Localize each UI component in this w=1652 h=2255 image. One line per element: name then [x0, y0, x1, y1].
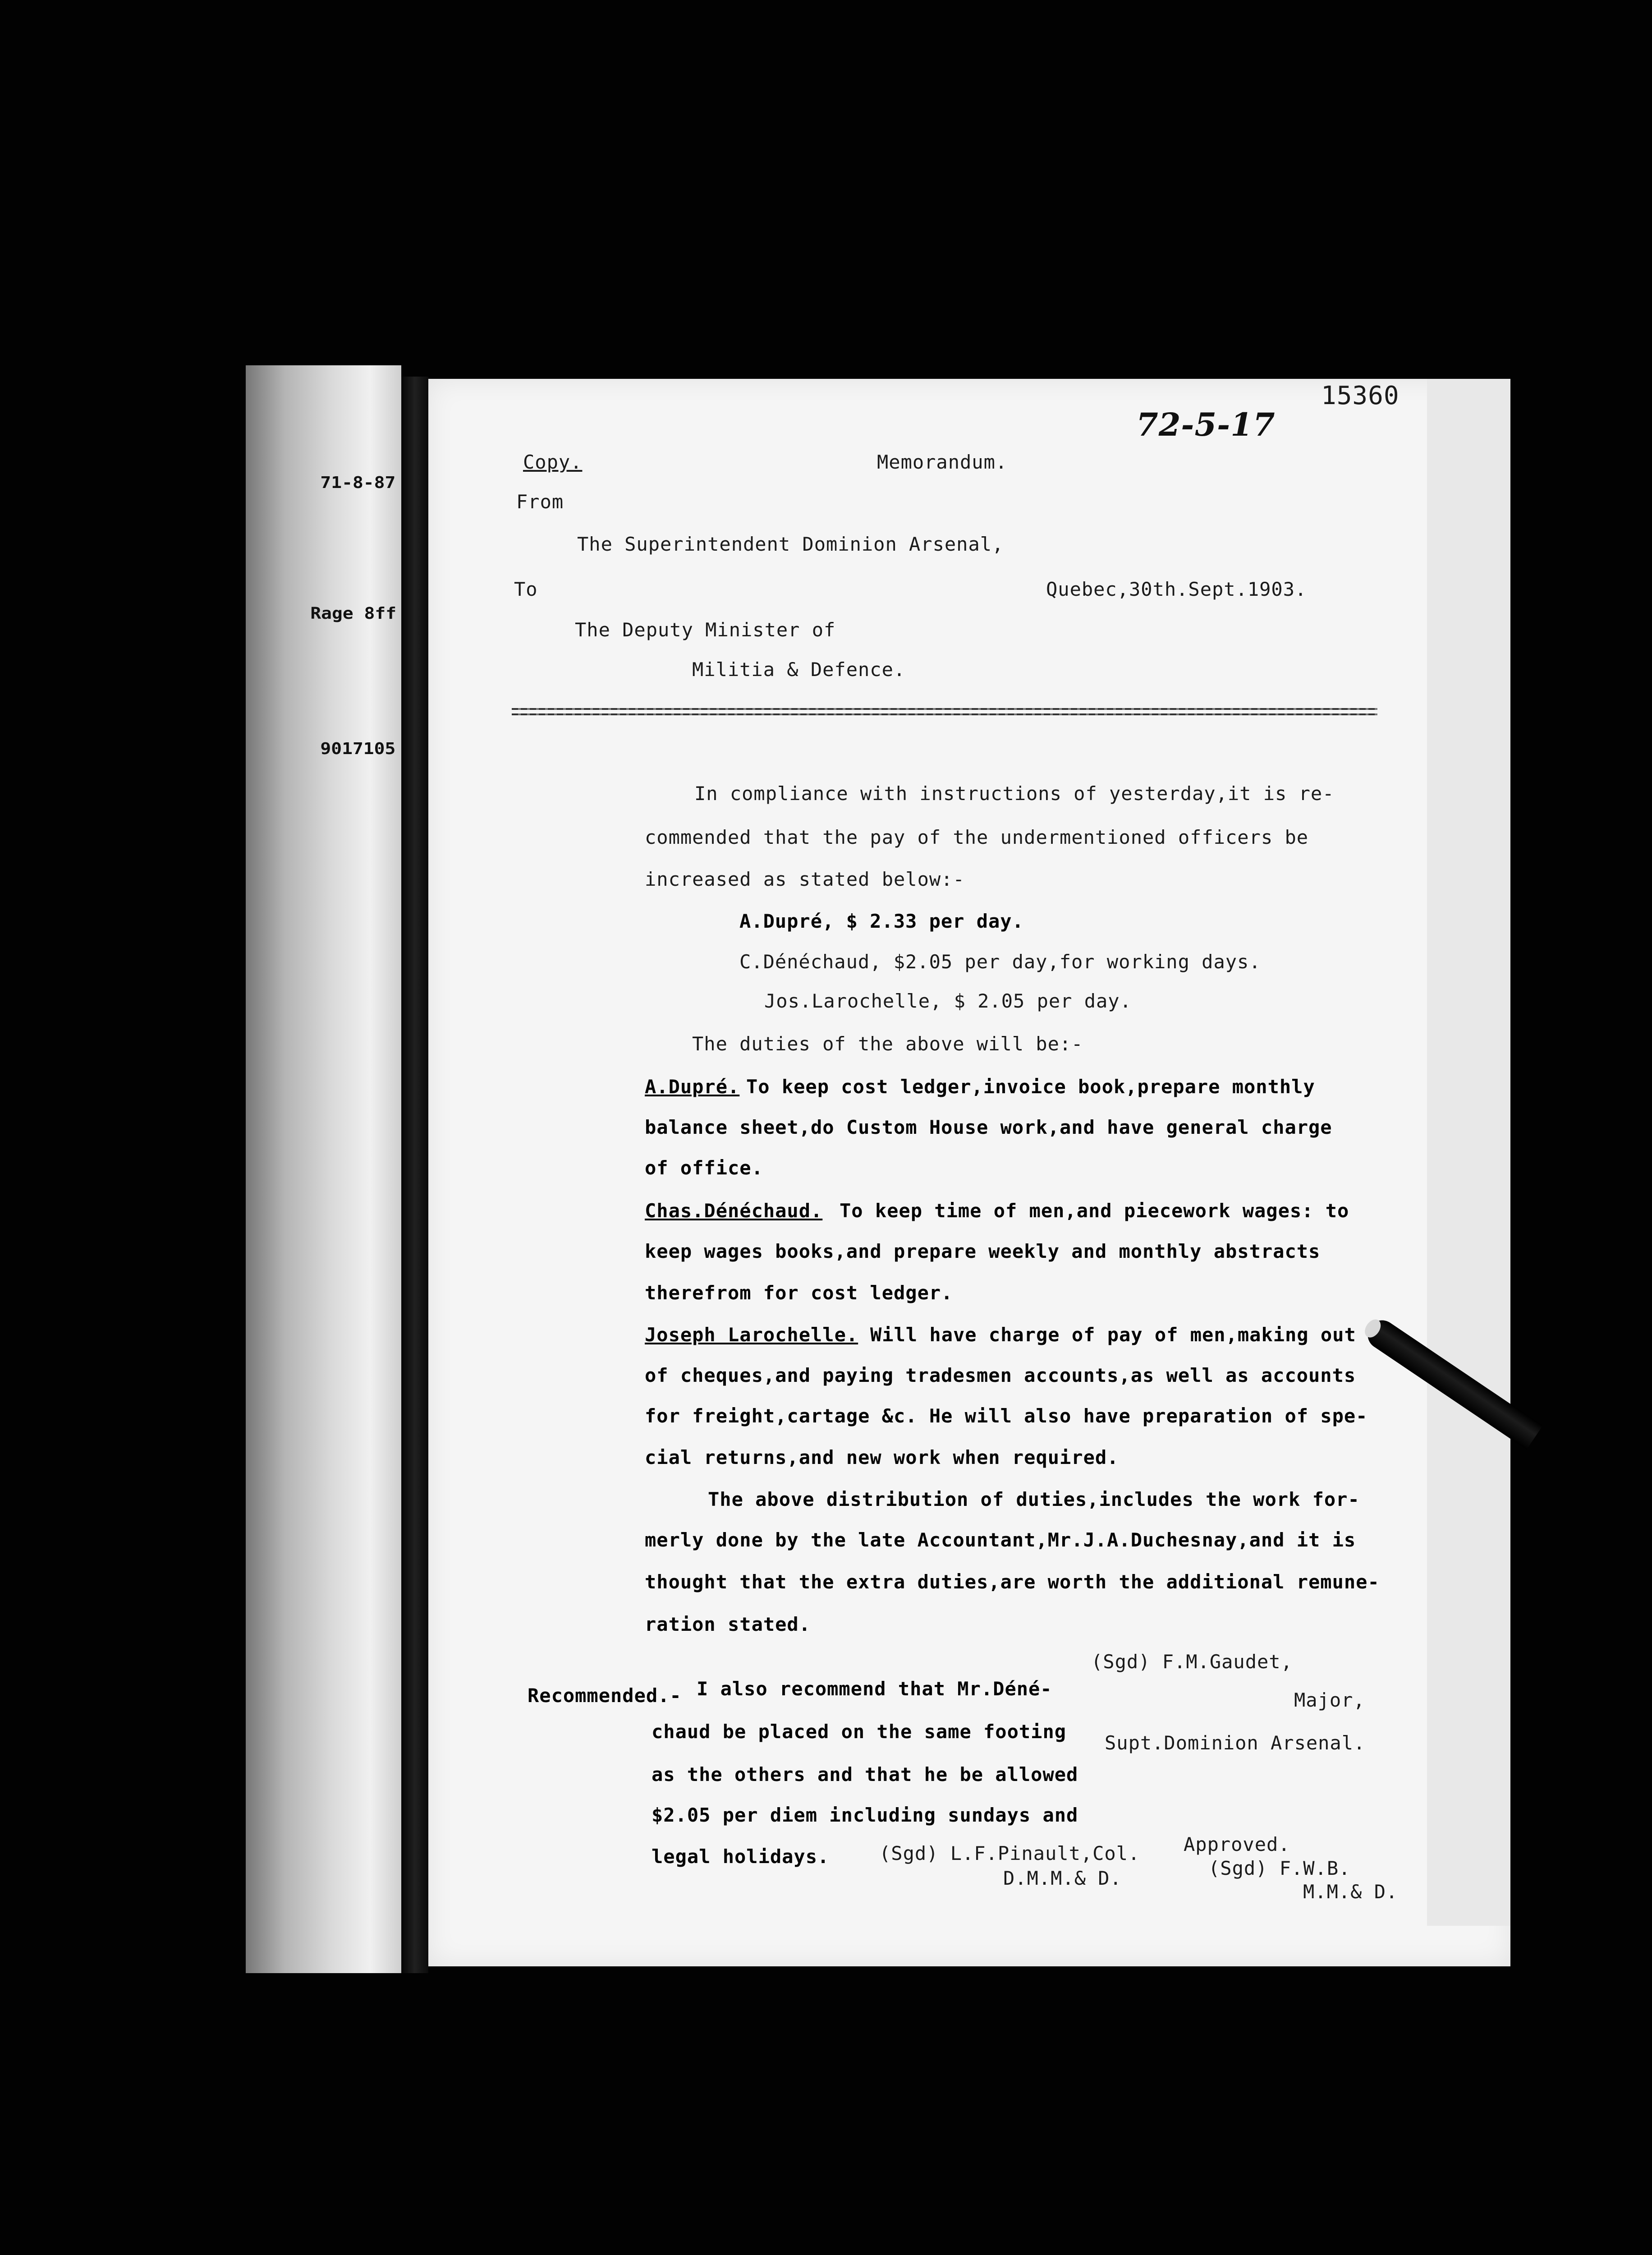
signature-rank: Major,	[1294, 1689, 1365, 1711]
to-label: To	[514, 578, 538, 600]
left-facing-page	[246, 365, 401, 1973]
paragraph-line: therefrom for cost ledger.	[645, 1282, 953, 1304]
page-edge	[1427, 379, 1510, 1926]
recommendation-line: chaud be placed on the same footing	[652, 1721, 1067, 1743]
to-name-line2: Militia & Defence.	[692, 658, 906, 681]
paragraph-line: The above distribution of duties,includes the work for-	[708, 1488, 1360, 1510]
copy-label: Copy.	[523, 451, 583, 473]
paragraph-line: thought that the extra duties,are worth the additional remune-	[645, 1571, 1380, 1593]
officer-name: A.Dupré.	[645, 1076, 740, 1098]
recommendation-line: as the others and that he be allowed	[652, 1763, 1078, 1786]
recommendation-line: $2.05 per diem including sundays and	[652, 1804, 1078, 1826]
paragraph-line: commended that the pay of the undermentioned officers be	[645, 826, 1309, 848]
header-divider	[512, 713, 1377, 715]
approved-signature: (Sgd) F.W.B.	[1208, 1857, 1351, 1879]
paragraph-line: of cheques,and paying tradesmen accounts,as well as accounts	[645, 1364, 1356, 1386]
pay-item: Jos.Larochelle, $ 2.05 per day.	[764, 990, 1132, 1012]
memo-title: Memorandum.	[877, 451, 1008, 473]
handwritten-reference: 72-5-17	[1136, 406, 1276, 443]
recommendation-line: I also recommend that Mr.Déné-	[697, 1678, 1052, 1700]
paragraph-line: To keep cost ledger,invoice book,prepare monthly	[746, 1076, 1315, 1098]
place-date: Quebec,30th.Sept.1903.	[1046, 578, 1307, 600]
recommendation-title: D.M.M.& D.	[1003, 1867, 1122, 1889]
pay-item: A.Dupré, $ 2.33 per day.	[739, 910, 1024, 932]
recommended-label: Recommended.-	[528, 1684, 682, 1707]
from-label: From	[516, 491, 564, 513]
officer-name: Chas.Dénéchaud.	[645, 1200, 823, 1222]
paragraph-line: keep wages books,and prepare weekly and monthly abstracts	[645, 1240, 1321, 1262]
signature-title: Supt.Dominion Arsenal.	[1105, 1732, 1366, 1754]
to-name-line1: The Deputy Minister of	[575, 619, 836, 641]
paragraph-line: of office.	[645, 1157, 763, 1179]
pay-item: C.Dénéchaud, $2.05 per day,for working days.	[739, 951, 1261, 973]
left-page-tab-text: 9017105	[320, 740, 396, 758]
approved-label: Approved.	[1184, 1833, 1290, 1855]
approved-title: M.M.& D.	[1303, 1881, 1398, 1903]
paragraph-line: balance sheet,do Custom House work,and have general charge	[645, 1116, 1332, 1138]
paragraph-line: To keep time of men,and piecework wages: to	[840, 1200, 1349, 1222]
paragraph-line: increased as stated below:-	[645, 868, 965, 890]
paragraph-line: ration stated.	[645, 1613, 811, 1635]
left-page-tab-text: Rage 8ff	[310, 604, 396, 623]
duties-intro: The duties of the above will be:-	[692, 1033, 1083, 1055]
left-page-tab-text: 71-8-87	[320, 474, 396, 492]
paragraph-line: merly done by the late Accountant,Mr.J.A.Duchesnay,and it is	[645, 1529, 1356, 1551]
header-divider	[512, 708, 1377, 710]
paragraph-line: In compliance with instructions of yesterday,it is re-	[694, 782, 1335, 805]
paragraph-line: cial returns,and new work when required.	[645, 1446, 1119, 1468]
signature-line: (Sgd) F.M.Gaudet,	[1091, 1651, 1293, 1673]
recommendation-line: legal holidays.	[652, 1845, 830, 1868]
paragraph-line: for freight,cartage &c. He will also have preparation of spe-	[645, 1405, 1368, 1427]
page-number: 15360	[1321, 381, 1400, 410]
officer-name: Joseph Larochelle.	[645, 1324, 858, 1346]
recommendation-signature: (Sgd) L.F.Pinault,Col.	[879, 1842, 1140, 1864]
from-name: The Superintendent Dominion Arsenal,	[577, 533, 1004, 555]
book-gutter	[401, 377, 428, 1973]
paragraph-line: Will have charge of pay of men,making out	[870, 1324, 1356, 1346]
